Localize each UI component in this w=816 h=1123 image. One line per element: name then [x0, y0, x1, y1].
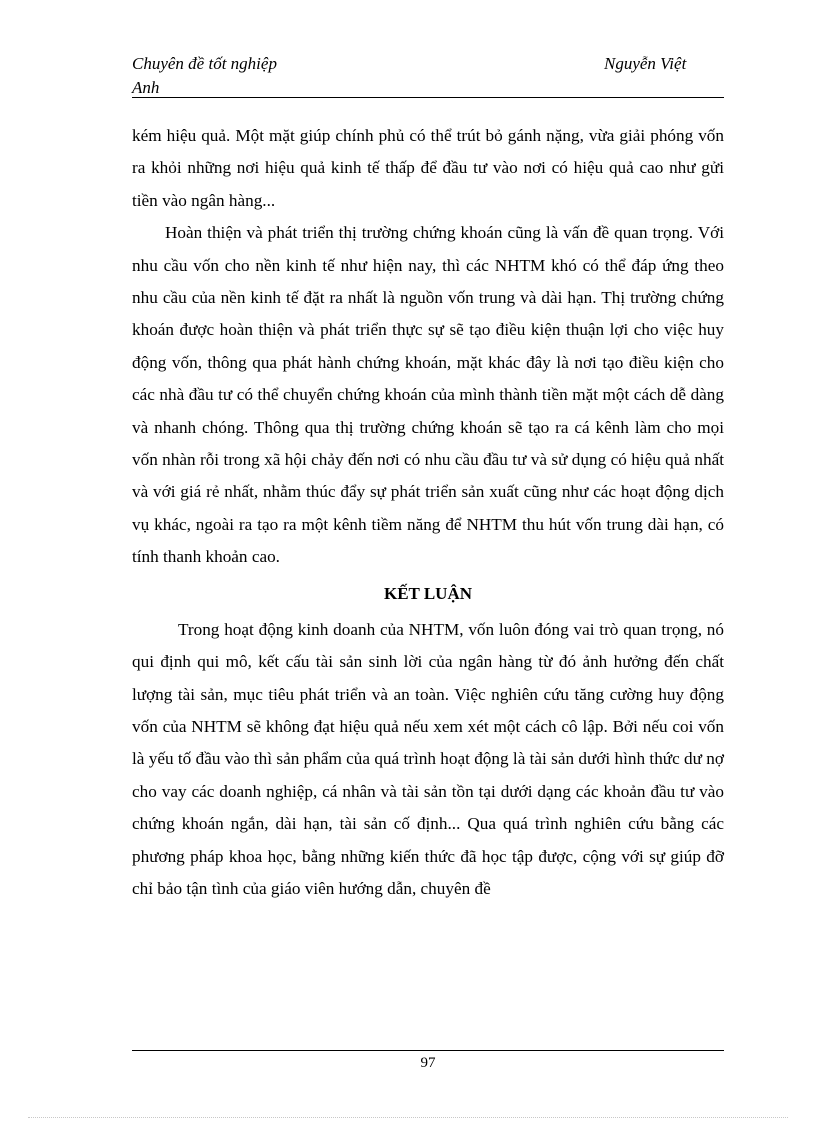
page-header: [132, 52, 724, 98]
paragraph-continuation: kém hiệu quả. Một mặt giúp chính phủ có thể trút bỏ gánh nặng, vừa giải phóng vốn ra khỏi những nơi hiệu quả kinh tế thấp để đầu tư vào nơi có hiệu quả cao như gửi tiền vào ngân hàng...: [132, 126, 724, 210]
document-body: [132, 120, 724, 905]
header-title-line-1: Chuyên đề tốt nghiệp: [132, 54, 277, 73]
section-heading-conclusion: KẾT LUẬN: [383, 583, 472, 603]
header-document-title: [132, 52, 312, 100]
header-author: Nguyễn Việt: [604, 54, 687, 73]
paragraph-stock-market: Hoàn thiện và phát triển thị trường chứng khoán cũng là vấn đề quan trọng. Với nhu cầu vốn cho nền kinh tế như hiện nay, thì các NHTM khó có thể đáp ứng theo nhu cầu của nền kinh tế đặt ra nhất là nguồn vốn trung và dài hạn. Thị trường chứng khoán được hoàn thiện và phát triển thực sự sẽ tạo điều kiện thuận lợi cho việc huy động vốn, thông qua phát hành chứng khoán, mặt khác đây là nơi tạo điều kiện cho các nhà đầu tư có thể chuyển chứng khoán của mình thành tiền mặt một cách dễ dàng và nhanh chóng. Thông qua thị trường chứng khoán sẽ tạo ra cá kênh làm cho mọi vốn nhàn rỗi trong xã hội chảy đến nơi có nhu cầu đầu tư và sử dụng có hiệu quả nhất và với giá rẻ nhất, nhằm thúc đẩy sự phát triển sản xuất cũng như các hoạt động dịch vụ khác, ngoài ra tạo ra một kênh tiềm năng để NHTM thu hút vốn trung dài hạn, có tính thanh khoản cao.: [132, 223, 724, 567]
footer-divider: [132, 1050, 724, 1051]
page-bottom-dotted-line: [28, 1117, 788, 1118]
paragraph-conclusion: Trong hoạt động kinh doanh của NHTM, vốn luôn đóng vai trò quan trọng, nó qui định qui mô, kết cấu tài sản sinh lời của ngân hàng từ đó ảnh hưởng đến chất lượng tài sản, mục tiêu phát triển và an toàn. Việc nghiên cứu tăng cường huy động vốn của NHTM sẽ không đạt hiệu quả nếu xem xét một cách cô lập. Bởi nếu coi vốn là yếu tố đầu vào thì sản phẩm của quá trình hoạt động là tài sản dưới hình thức dư nợ cho vay các doanh nghiệp, cá nhân và tài sản tồn tại dưới dạng các khoản đầu tư vào chứng khoán ngắn, dài hạn, tài sản cố định... Qua quá trình nghiên cứu bằng các phương pháp khoa học, bằng những kiến thức đã học tập được, cộng với sự giúp đỡ chỉ bảo tận tình của giáo viên hướng dẫn, chuyên đề: [132, 619, 724, 898]
header-divider: [132, 97, 724, 98]
header-title-line-2: Anh: [132, 78, 160, 97]
page-number: 97: [420, 1055, 436, 1071]
